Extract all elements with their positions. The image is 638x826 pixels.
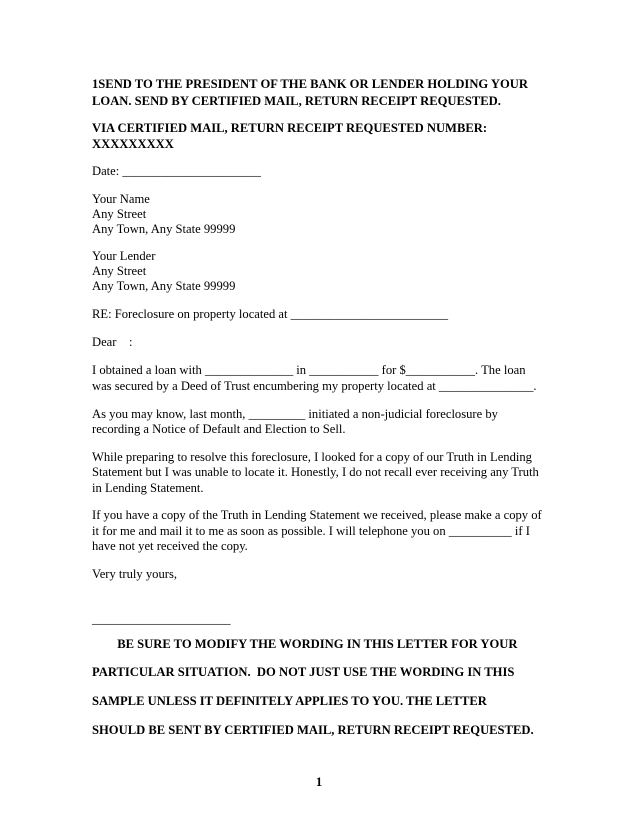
- notice-line-1: BE SURE TO MODIFY THE WORDING IN THIS LETTER FOR YOUR: [92, 637, 518, 651]
- signature-line: ______________________: [92, 612, 231, 626]
- via-line-1: VIA CERTIFIED MAIL, RETURN RECEIPT REQUESTED NUMBER:: [92, 121, 488, 135]
- paragraph-3-line-3: in Lending Statement.: [92, 481, 204, 495]
- paragraph-4-line-2: it for me and mail it to me as soon as possible. I will telephone you on __________ if I: [92, 524, 530, 538]
- paragraph-4-line-1: If you have a copy of the Truth in Lending Statement we received, please make a copy of: [92, 508, 542, 522]
- paragraph-1-line-1: I obtained a loan with ______________ in ___________ for $___________. The loan: [92, 363, 526, 377]
- recipient-street: Any Street: [92, 264, 147, 278]
- closing: Very truly yours,: [92, 567, 177, 581]
- paragraph-2-line-2: recording a Notice of Default and Election to Sell.: [92, 422, 346, 436]
- sender-street: Any Street: [92, 207, 147, 221]
- paragraph-4-line-3: have not yet received the copy.: [92, 539, 248, 553]
- paragraph-3-line-1: While preparing to resolve this foreclosure, I looked for a copy of our Truth in Lending: [92, 450, 532, 464]
- notice-line-4: SHOULD BE SENT BY CERTIFIED MAIL, RETURN RECEIPT REQUESTED.: [92, 723, 534, 737]
- sender-name: Your Name: [92, 192, 150, 206]
- paragraph-3-line-2: Statement but I was unable to locate it. Honestly, I do not recall ever receiving any Truth: [92, 465, 539, 479]
- recipient-name: Your Lender: [92, 249, 156, 263]
- notice-line-3: SAMPLE UNLESS IT DEFINITELY APPLIES TO YOU. THE LETTER: [92, 694, 487, 708]
- paragraph-1-line-2: was secured by a Deed of Trust encumbering my property located at _______________.: [92, 379, 537, 393]
- header-line-1: 1SEND TO THE PRESIDENT OF THE BANK OR LENDER HOLDING YOUR: [92, 77, 528, 91]
- page-number: 1: [315, 775, 323, 789]
- re-line: RE: Foreclosure on property located at _________________________: [92, 307, 449, 321]
- via-line-2: XXXXXXXXX: [92, 137, 174, 151]
- paragraph-2-line-1: As you may know, last month, _________ initiated a non-judicial foreclosure by: [92, 407, 498, 421]
- salutation: Dear :: [92, 335, 133, 349]
- header-line-2: LOAN. SEND BY CERTIFIED MAIL, RETURN RECEIPT REQUESTED.: [92, 94, 501, 108]
- sender-city: Any Town, Any State 99999: [92, 222, 236, 236]
- date-line: Date: ______________________: [92, 164, 261, 178]
- recipient-city: Any Town, Any State 99999: [92, 279, 236, 293]
- notice-line-2: PARTICULAR SITUATION. DO NOT JUST USE THE WORDING IN THIS: [92, 665, 515, 679]
